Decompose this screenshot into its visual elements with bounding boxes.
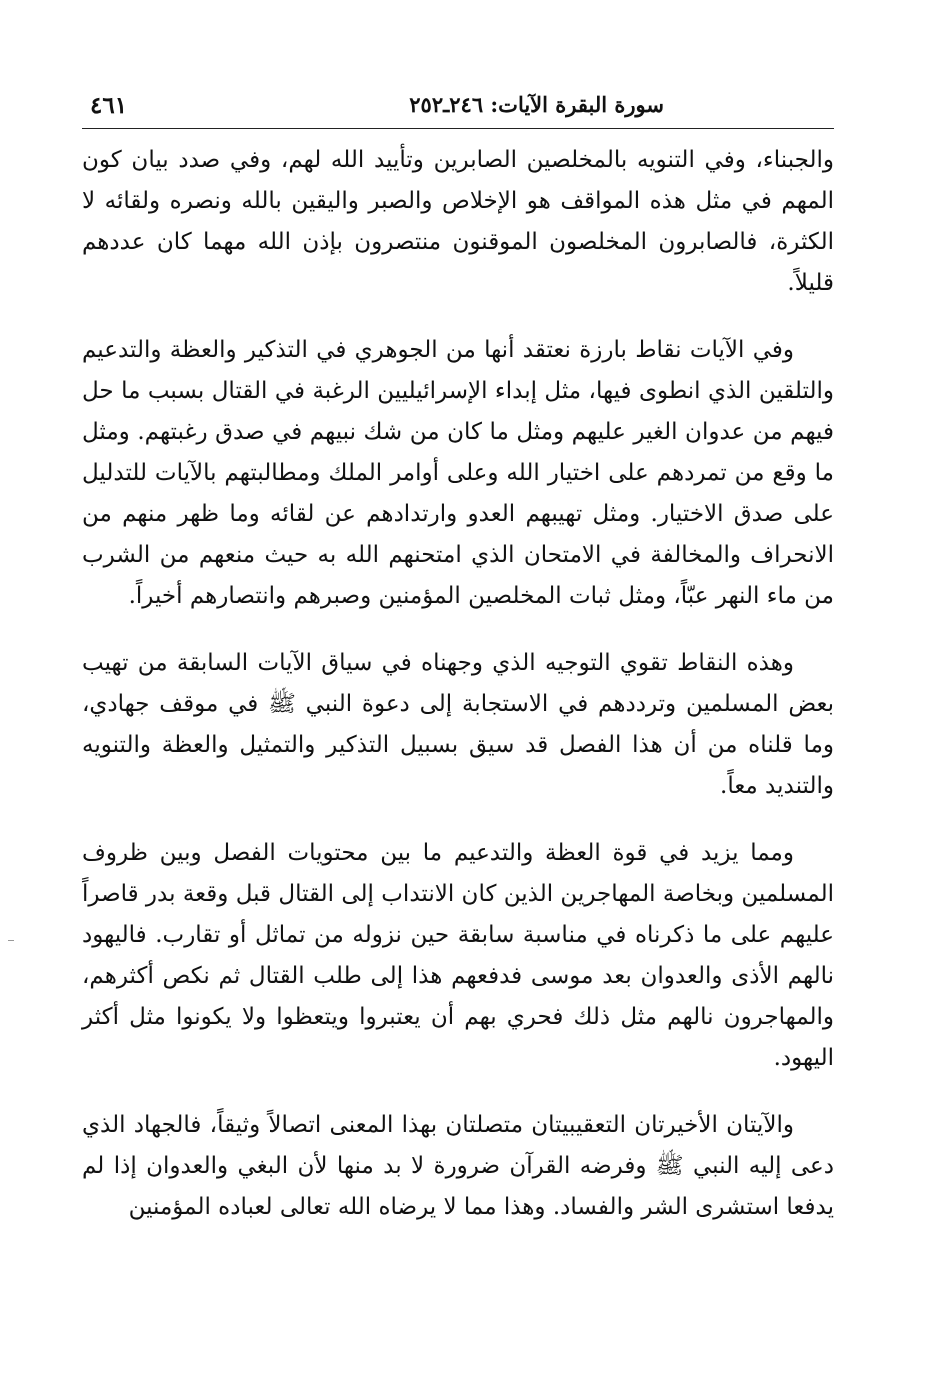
paragraph: والجبناء، وفي التنويه بالمخلصين الصابرين وتأييد الله لهم، وفي صدد بيان كون المهم في مثل هذه المواقف هو الإخلاص والصبر واليقين بالله ونصره ولقائه لا الكثرة، فالصابرون المخلصون الموقنون منتصرون بإذن الله مهما كان عددهم قليلاً. xyxy=(82,147,834,296)
paragraph: ومما يزيد في قوة العظة والتدعيم ما بين محتويات الفصل وبين ظروف المسلمين وبخاصة المهاجرين الذين كان الانتداب إلى القتال قبل وقعة بدر قاصراً عليهم على ما ذكرناه في مناسبة سابقة حين نزوله من تماثل أو تقارب. فاليهود نالهم الأذى والعدوان بعد موسى فدفعهم هذا إلى طلب القتال ثم نكص أكثرهم، والمهاجرون نالهم مثل ذلك فحري بهم أن يعتبروا ويتعظوا ولا يكونوا مثل أكثر اليهود. xyxy=(82,840,834,1071)
body-text xyxy=(82,140,834,1254)
margin-mark xyxy=(8,940,14,941)
page-number: ٤٦١ xyxy=(90,92,128,119)
paragraph: وهذه النقاط تقوي التوجيه الذي وجهناه في سياق الآيات السابقة من تهيب بعض المسلمين وترددهم في الاستجابة إلى دعوة النبي ﷺ في موقف جهادي، وما قلناه من أن هذا الفصل قد سيق بسبيل التذكير والتمثيل والعظة والتنويه والتنديد معاً. xyxy=(82,650,834,799)
paragraph: وفي الآيات نقاط بارزة نعتقد أنها من الجوهري في التذكير والعظة والتدعيم والتلقين الذي انطوى فيها، مثل إبداء الإسرائيليين الرغبة في القتال بسبب ما حل فيهم من عدوان الغير عليهم ومثل ما كان من شك نبيهم في صدق رغبتهم. ومثل ما وقع من تمردهم على اختيار الله وعلى أوامر الملك ومطالبتهم بالآيات للتدليل على صدق الاختيار. ومثل تهيبهم العدو وارتدادهم عن لقائه وما ظهر منهم من الانحراف والمخالفة في الامتحان الذي امتحنهم الله به حيث منعهم من الشرب من ماء النهر عبّاً، ومثل ثبات المخلصين المؤمنين وصبرهم وانتصارهم أخيراً. xyxy=(82,337,834,609)
paragraph: والآيتان الأخيرتان التعقيبيتان متصلتان بهذا المعنى اتصالاً وثيقاً، فالجهاد الذي دعى إليه النبي ﷺ وفرضه القرآن ضرورة لا بد منها لأن البغي والعدوان إذا لم يدفعا استشرى الشر والفساد. وهذا مما لا يرضاه الله تعالى لعباده المؤمنين xyxy=(82,1112,834,1220)
running-head: سورة البقرة الآيات: ٢٤٦ـ٢٥٢ xyxy=(409,92,664,117)
page-header xyxy=(82,88,834,129)
